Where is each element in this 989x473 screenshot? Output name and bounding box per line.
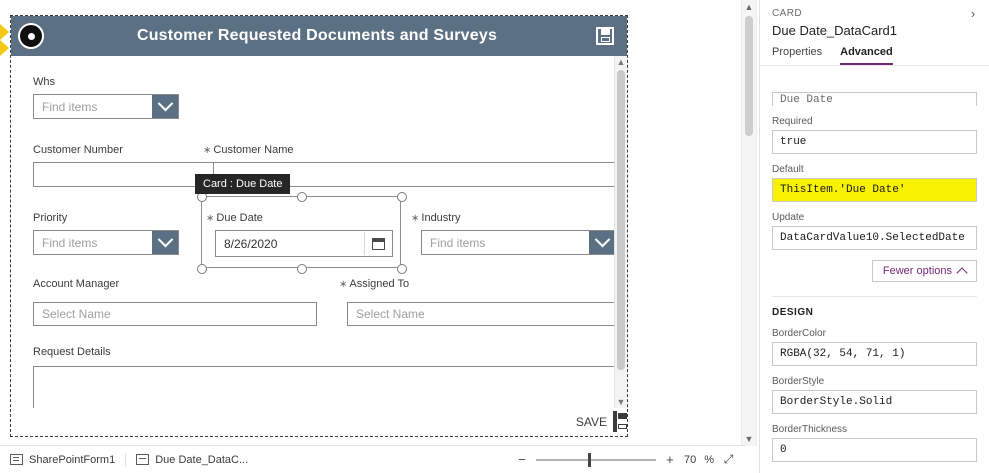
field-update-value[interactable]: DataCardValue10.SelectedDate xyxy=(772,226,977,250)
form-header xyxy=(11,16,627,56)
field-borderstyle-value[interactable]: BorderStyle.Solid xyxy=(772,390,977,414)
save-floppy-icon-header[interactable] xyxy=(583,27,627,45)
zoom-slider[interactable] xyxy=(536,459,656,461)
input-assigned-to[interactable] xyxy=(347,302,615,326)
field-default-value[interactable]: ThisItem.'Due Date' xyxy=(772,178,977,202)
status-item-due-date-datacard[interactable] xyxy=(126,446,258,473)
properties-pane-tabs xyxy=(760,38,989,66)
label-account-manager: Account Manager xyxy=(33,278,120,290)
input-due-date[interactable] xyxy=(215,230,393,257)
label-borderthickness: BorderThickness xyxy=(772,424,848,435)
chevron-down-icon-industry[interactable] xyxy=(589,231,615,254)
canvas-scroll-down-icon[interactable]: ▼ xyxy=(744,434,754,444)
field-displayname-value[interactable]: Due Date xyxy=(772,92,977,106)
input-whs-placeholder: Find items xyxy=(42,99,98,114)
form-title: Customer Requested Documents and Surveys xyxy=(136,27,498,44)
app-logo-icon xyxy=(11,16,51,56)
label-customer-number: Customer Number xyxy=(33,144,123,156)
card-icon xyxy=(136,454,149,465)
form-footer xyxy=(11,408,627,436)
save-label[interactable]: SAVE xyxy=(575,415,607,429)
design-section-header: DESIGN xyxy=(772,296,977,318)
canvas-scrollbar[interactable] xyxy=(741,0,757,446)
resize-handle-bottom-right[interactable] xyxy=(397,264,407,274)
required-star-assigned-to: ∗ xyxy=(339,279,348,290)
scroll-down-icon[interactable]: ▼ xyxy=(616,397,626,407)
properties-pane-kicker: CARD xyxy=(772,8,802,19)
zoom-slider-thumb[interactable] xyxy=(588,453,591,467)
status-item-sharepointform1-label: SharePointForm1 xyxy=(29,453,116,466)
label-industry: ∗ Industry xyxy=(411,212,461,224)
label-due-date: ∗ Due Date xyxy=(206,212,263,224)
fit-to-screen-icon[interactable]: ⤢ xyxy=(723,452,734,466)
zoom-value: 70 xyxy=(683,453,697,466)
plus-icon[interactable]: + xyxy=(666,452,674,467)
form-scrollbar-thumb[interactable] xyxy=(617,70,625,370)
input-industry[interactable] xyxy=(421,230,615,255)
label-bordercolor: BorderColor xyxy=(772,328,826,339)
label-customer-name: ∗ Customer Name xyxy=(203,144,294,156)
input-priority-placeholder: Find items xyxy=(42,235,98,250)
input-whs[interactable] xyxy=(33,94,179,119)
label-default: Default xyxy=(772,164,804,175)
tooltip-card-due-date: Card : Due Date xyxy=(195,174,290,194)
input-priority[interactable] xyxy=(33,230,179,255)
form-icon xyxy=(10,454,23,465)
label-update: Update xyxy=(772,212,805,223)
resize-handle-top-right[interactable] xyxy=(397,192,407,202)
resize-handle-bottom-center[interactable] xyxy=(297,264,307,274)
input-industry-placeholder: Find items xyxy=(430,235,486,250)
field-required-value[interactable]: true xyxy=(772,130,977,154)
status-bar xyxy=(0,445,745,473)
canvas-scrollbar-thumb[interactable] xyxy=(745,16,753,136)
input-request-details[interactable] xyxy=(33,366,615,408)
label-whs: Whs xyxy=(33,76,55,88)
form-body xyxy=(11,56,615,408)
chevron-right-icon-collapse[interactable]: › xyxy=(970,6,976,21)
label-borderstyle: BorderStyle xyxy=(772,376,825,387)
resize-handle-bottom-left[interactable] xyxy=(197,264,207,274)
canvas-scroll-up-icon[interactable]: ▲ xyxy=(744,2,754,12)
required-star-due-date: ∗ xyxy=(206,213,215,224)
status-item-sharepointform1[interactable] xyxy=(0,446,125,473)
label-request-details: Request Details xyxy=(33,346,111,358)
canvas-marker-arrow-bottom-icon xyxy=(0,40,9,56)
required-star-customer-name: ∗ xyxy=(203,145,212,156)
properties-pane-body xyxy=(760,84,989,473)
label-required: Required xyxy=(772,116,813,127)
label-priority: Priority xyxy=(33,212,68,224)
input-account-manager-placeholder: Select Name xyxy=(42,307,111,321)
resize-handle-top-center[interactable] xyxy=(297,192,307,202)
zoom-controls xyxy=(516,452,745,467)
fewer-options-button[interactable] xyxy=(872,260,977,282)
status-item-due-date-datacard-label: Due Date_DataC... xyxy=(155,453,249,466)
tab-properties[interactable]: Properties xyxy=(772,46,823,58)
minus-icon[interactable]: − xyxy=(518,452,526,467)
form-scrollbar[interactable] xyxy=(614,56,627,408)
chevron-down-icon-priority[interactable] xyxy=(152,231,178,254)
due-date-value: 8/26/2020 xyxy=(224,236,278,251)
zoom-unit: % xyxy=(704,453,714,466)
sharepoint-form xyxy=(10,15,628,437)
tab-advanced[interactable]: Advanced xyxy=(840,46,893,65)
chevron-up-icon xyxy=(956,267,967,278)
field-borderthickness-value[interactable]: 0 xyxy=(772,438,977,462)
calendar-icon[interactable] xyxy=(364,232,391,255)
field-bordercolor-value[interactable]: RGBA(32, 54, 71, 1) xyxy=(772,342,977,366)
input-account-manager[interactable] xyxy=(33,302,317,326)
save-floppy-icon-footer[interactable] xyxy=(613,413,617,431)
fewer-options-row xyxy=(772,260,977,282)
scroll-up-icon[interactable]: ▲ xyxy=(616,57,626,67)
properties-pane xyxy=(759,0,989,473)
properties-pane-header xyxy=(760,0,989,38)
properties-pane-title: Due Date_DataCard1 xyxy=(772,23,898,38)
canvas-marker-arrow-top-icon xyxy=(0,24,9,40)
fewer-options-label: Fewer options xyxy=(882,265,952,277)
chevron-down-icon-whs[interactable] xyxy=(152,95,178,118)
label-assigned-to: ∗ Assigned To xyxy=(339,278,410,290)
input-assigned-to-placeholder: Select Name xyxy=(356,307,425,321)
required-star-industry: ∗ xyxy=(411,213,420,224)
